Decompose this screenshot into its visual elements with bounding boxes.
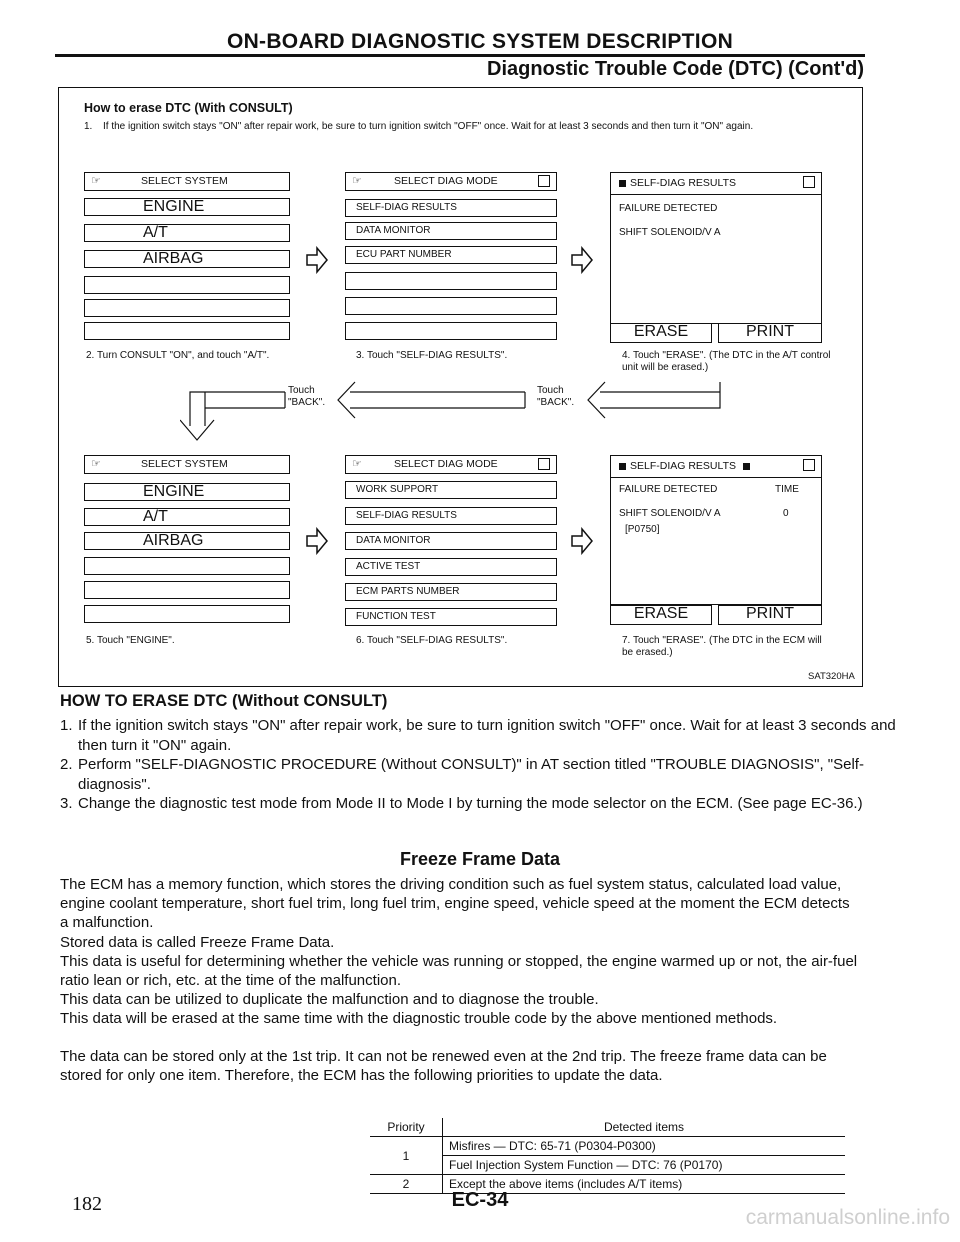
consult-hand-icon: ☞ bbox=[91, 458, 101, 470]
touch-back-label: Touch "BACK". bbox=[537, 385, 575, 408]
work-support-row[interactable]: WORK SUPPORT bbox=[345, 481, 557, 499]
empty-row bbox=[84, 557, 290, 575]
consult-hand-icon: ☞ bbox=[352, 458, 362, 470]
figure-title: How to erase DTC (With CONSULT) bbox=[84, 101, 293, 115]
select-system-header bbox=[84, 172, 290, 191]
freeze-paragraph: The ECM has a memory function, which stores the driving condition such as fuel system status, calculated load value, engine coolant temperature, short fuel trim, long fuel trim, engine speed, vehicle speed at the moment the ECM detects a malfunction. bbox=[60, 876, 850, 931]
empty-row bbox=[84, 581, 290, 599]
watermark: carmanualsonline.info bbox=[745, 1206, 950, 1229]
select-system-header bbox=[84, 455, 290, 474]
page-subtitle: Diagnostic Trouble Code (DTC) (Cont'd) bbox=[487, 58, 864, 80]
table-cell: 1 bbox=[370, 1137, 443, 1175]
empty-row bbox=[345, 322, 557, 340]
empty-row bbox=[84, 299, 290, 317]
engine-row[interactable]: ENGINE bbox=[84, 483, 290, 501]
bullet-icon bbox=[743, 463, 750, 470]
self-diag-results-row[interactable]: SELF-DIAG RESULTS bbox=[345, 507, 557, 525]
print-button[interactable]: PRINT bbox=[718, 323, 822, 343]
right-arrow-icon bbox=[570, 527, 594, 555]
failure-detected-label: FAILURE DETECTED bbox=[619, 203, 718, 214]
diag-mode-header bbox=[345, 455, 557, 474]
at-row[interactable]: A/T bbox=[84, 224, 290, 242]
step-number: 1. bbox=[84, 121, 93, 132]
shift-solenoid-label: SHIFT SOLENOID/V A bbox=[619, 508, 721, 519]
right-arrow-icon bbox=[305, 246, 329, 274]
data-monitor-row[interactable]: DATA MONITOR bbox=[345, 222, 557, 240]
shift-solenoid-label: SHIFT SOLENOID/V A bbox=[619, 227, 721, 238]
caption-step-6: 6. Touch "SELF-DIAG RESULTS". bbox=[356, 635, 508, 646]
function-test-row[interactable]: FUNCTION TEST bbox=[345, 608, 557, 626]
title-rule bbox=[55, 54, 865, 57]
table-header: Detected items bbox=[603, 1120, 685, 1134]
empty-row bbox=[84, 605, 290, 623]
page-number: 182 bbox=[72, 1193, 102, 1215]
table-cell: Fuel Injection System Function — DTC: 76 (P0170) bbox=[449, 1158, 723, 1172]
erase-button[interactable]: ERASE bbox=[610, 605, 712, 625]
empty-row bbox=[345, 297, 557, 315]
empty-row bbox=[345, 272, 557, 290]
freeze-paragraph: This data will be erased at the same time with the diagnostic trouble code by the above mentioned methods. bbox=[60, 1010, 778, 1027]
freeze-paragraph: This data is useful for determining whether the vehicle was running or stopped, the engine warmed up or not, the air-fuel ratio lean or rich, etc. at the time of the malfunction. bbox=[60, 953, 858, 989]
back-arrows bbox=[180, 378, 740, 448]
caption-step-5: 5. Touch "ENGINE". bbox=[86, 635, 175, 646]
data-monitor-row[interactable]: DATA MONITOR bbox=[345, 532, 557, 550]
consult-hand-icon: ☞ bbox=[91, 175, 101, 187]
time-label: TIME bbox=[775, 484, 799, 495]
panel-self-diag-results-2 bbox=[610, 455, 822, 605]
diag-mode-label: SELECT DIAG MODE bbox=[394, 175, 498, 187]
print-button[interactable]: PRINT bbox=[718, 605, 822, 625]
right-arrow-icon bbox=[570, 246, 594, 274]
table-cell: 2 bbox=[370, 1175, 443, 1194]
touch-back-label: Touch "BACK". bbox=[288, 385, 326, 408]
at-row[interactable]: A/T bbox=[84, 508, 290, 526]
engine-row[interactable]: ENGINE bbox=[84, 198, 290, 216]
table-cell: Except the above items (includes A/T items) bbox=[449, 1177, 683, 1191]
select-system-label: SELECT SYSTEM bbox=[141, 458, 228, 470]
ecm-parts-number-row[interactable]: ECM PARTS NUMBER bbox=[345, 583, 557, 601]
airbag-row[interactable]: AIRBAG bbox=[84, 532, 290, 550]
failure-detected-label: FAILURE DETECTED bbox=[619, 484, 718, 495]
checkbox-icon bbox=[803, 459, 815, 471]
dtc-code: [P0750] bbox=[625, 524, 660, 535]
diag-mode-label: SELECT DIAG MODE bbox=[394, 458, 498, 470]
results-header: SELF-DIAG RESULTS bbox=[619, 177, 736, 189]
results-header: SELF-DIAG RESULTS bbox=[619, 460, 754, 472]
caption-step-2: 2. Turn CONSULT "ON", and touch "A/T". bbox=[86, 350, 270, 361]
checkbox-icon bbox=[803, 176, 815, 188]
freeze-paragraph: The data can be stored only at the 1st trip. It can not be renewed even at the 2nd trip. The freeze frame data can be stored for only one item. Therefore, the ECM has the following priorities to update the data. bbox=[60, 1048, 827, 1084]
figure-reference: SAT320HA bbox=[808, 671, 855, 682]
freeze-paragraph: Stored data is called Freeze Frame Data. bbox=[60, 934, 335, 951]
priority-table bbox=[370, 1118, 845, 1194]
table-header: Priority bbox=[370, 1118, 443, 1137]
right-arrow-icon bbox=[305, 527, 329, 555]
airbag-row[interactable]: AIRBAG bbox=[84, 250, 290, 268]
time-value: 0 bbox=[783, 508, 789, 519]
panel-self-diag-results-1 bbox=[610, 172, 822, 324]
bullet-icon bbox=[619, 180, 626, 187]
caption-step-4: 4. Touch "ERASE". (The DTC in the A/T control unit will be erased.) bbox=[622, 350, 831, 373]
page-title: ON-BOARD DIAGNOSTIC SYSTEM DESCRIPTION bbox=[226, 30, 734, 53]
freeze-frame-heading: Freeze Frame Data bbox=[399, 849, 561, 869]
empty-row bbox=[84, 322, 290, 340]
step-text: If the ignition switch stays "ON" after repair work, be sure to turn ignition switch "OFF" once. Wait for at least 3 seconds and then turn it "ON" again. bbox=[103, 121, 754, 132]
consult-hand-icon: ☞ bbox=[352, 175, 362, 187]
caption-step-7: 7. Touch "ERASE". (The DTC in the ECM will be erased.) bbox=[622, 635, 822, 658]
bullet-icon bbox=[619, 463, 626, 470]
erase-button[interactable]: ERASE bbox=[610, 323, 712, 343]
diag-mode-header bbox=[345, 172, 557, 191]
active-test-row[interactable]: ACTIVE TEST bbox=[345, 558, 557, 576]
empty-row bbox=[84, 276, 290, 294]
table-cell: Misfires — DTC: 65-71 (P0304-P0300) bbox=[443, 1137, 846, 1156]
caption-step-3: 3. Touch "SELF-DIAG RESULTS". bbox=[356, 350, 508, 361]
self-diag-results-row[interactable]: SELF-DIAG RESULTS bbox=[345, 199, 557, 217]
page-reference: EC-34 bbox=[451, 1189, 509, 1211]
freeze-paragraph: This data can be utilized to duplicate the malfunction and to diagnose the trouble. bbox=[60, 991, 599, 1008]
checkbox-icon bbox=[538, 175, 550, 187]
without-consult-heading: HOW TO ERASE DTC (Without CONSULT) bbox=[60, 692, 388, 710]
ecu-part-number-row[interactable]: ECU PART NUMBER bbox=[345, 246, 557, 264]
checkbox-icon bbox=[538, 458, 550, 470]
select-system-label: SELECT SYSTEM bbox=[141, 175, 228, 187]
